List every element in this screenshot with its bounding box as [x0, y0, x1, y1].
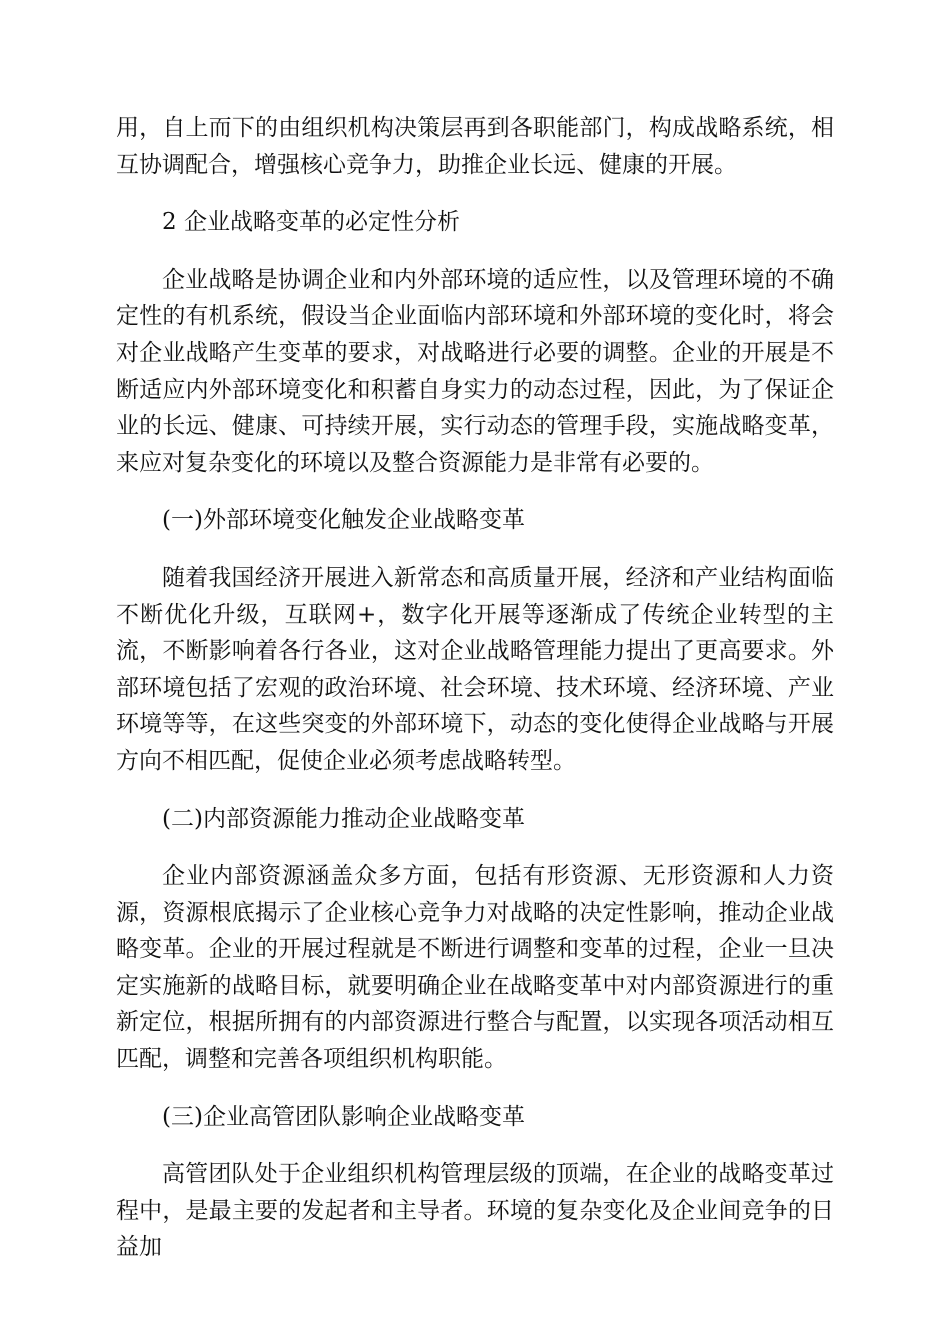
paragraph-executive-team: 高管团队处于企业组织机构管理层级的顶端，在企业的战略变革过程中，是最主要的发起者和主导者。环境的复杂变化及企业间竞争的日益加 [116, 1161, 834, 1261]
subheading-external-environment: (一)外部环境变化触发企业战略变革 [162, 507, 525, 534]
subheading-executive-team: (三)企业高管团队影响企业战略变革 [162, 1103, 525, 1130]
paragraph-external-environment: 随着我国经济开展进入新常态和高质量开展，经济和产业结构面临不断优化升级，互联网+，数字化开展等逐渐成了传统企业转型的主流，不断影响着各行各业，这对企业战略管理能力提出了更高要求。外部环境包括了宏观的政治环境、社会环境、技术环境、经济环境、产业环境等等，在这些突变的外部环境下，动态的变化使得企业战略与开展方向不相匹配，促使企业必须考虑战略转型。 [116, 564, 834, 774]
paragraph-internal-resources: 企业内部资源涵盖众多方面，包括有形资源、无形资源和人力资源，资源根底揭示了企业核心竞争力对战略的决定性影响，推动企业战略变革。企业的开展过程就是不断进行调整和变革的过程，企业一旦决定实施新的战略目标，就要明确企业在战略变革中对内部资源进行的重新定位，根据所拥有的内部资源进行整合与配置，以实现各项活动相互匹配，调整和完善各项组织机构职能。 [116, 863, 834, 1073]
section-heading-2: 2 企业战略变革的必定性分析 [162, 209, 460, 236]
document-page [116, 110, 834, 1266]
paragraph-continuation: 用，自上而下的由组织机构决策层再到各职能部门，构成战略系统，相互协调配合，增强核心竞争力，助推企业长远、健康的开展。 [116, 115, 834, 178]
subheading-internal-resources: (二)内部资源能力推动企业战略变革 [162, 805, 525, 832]
paragraph-strategy-necessity: 企业战略是协调企业和内外部环境的适应性，以及管理环境的不确定性的有机系统，假设当企业面临内部环境和外部环境的变化时，将会对企业战略产生变革的要求，对战略进行必要的调整。企业的开展是不断适应内外部环境变化和积蓄自身实力的动态过程，因此，为了保证企业的长远、健康、可持续开展，实行动态的管理手段，实施战略变革，来应对复杂变化的环境以及整合资源能力是非常有必要的。 [116, 266, 834, 476]
